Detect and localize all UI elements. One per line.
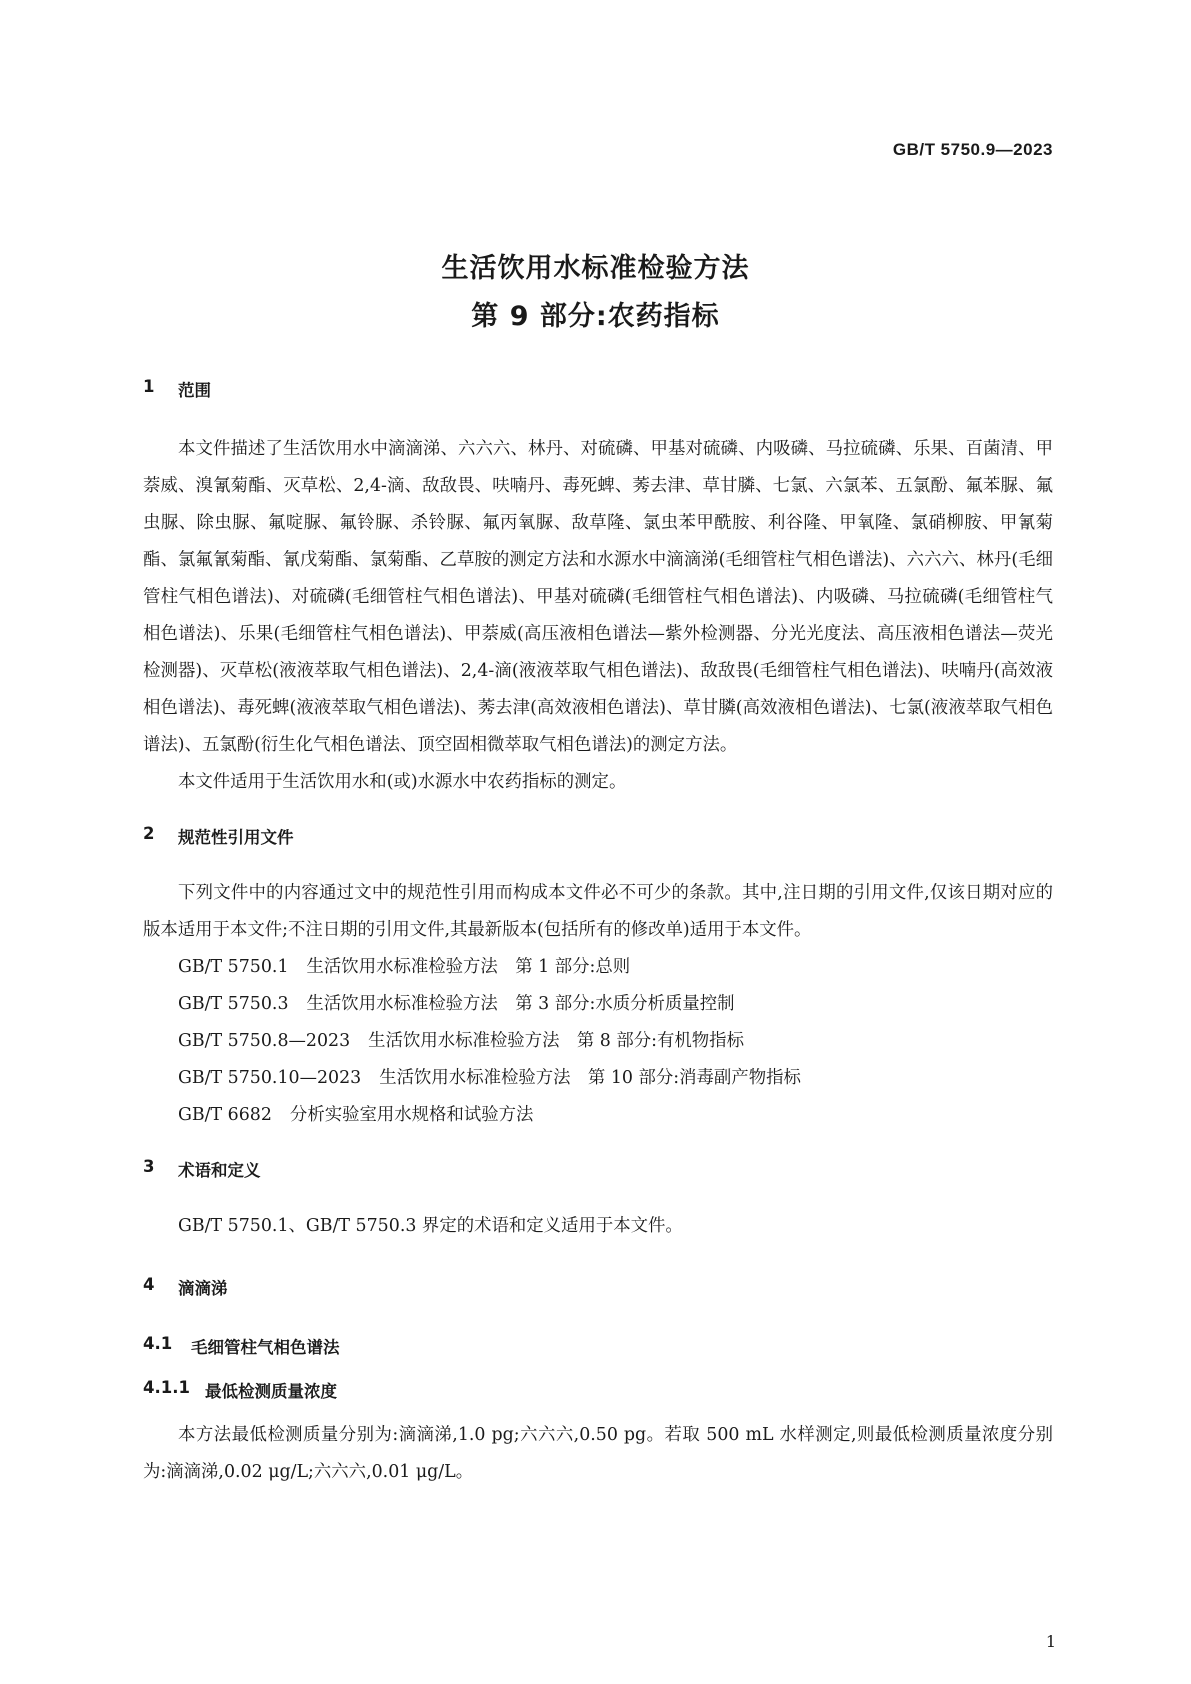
reference-title: 生活饮用水标准检验方法 第 1 部分:总则 (306, 957, 631, 977)
reference-title: 生活饮用水标准检验方法 第 10 部分:消毒副产物指标 (379, 1068, 801, 1088)
normative-references-intro: 下列文件中的内容通过文中的规范性引用而构成本文件必不可少的条款。其中,注日期的引用文件,仅该日期对应的版本适用于本文件;不注日期的引用文件,其最新版本(包括所有的修改单)适用于本文件。 (143, 883, 1053, 940)
section-2-heading (143, 824, 1053, 848)
reference-code: GB/T 6682 (178, 1105, 272, 1125)
reference-item (143, 1097, 1053, 1134)
page-number: 1 (1045, 1632, 1056, 1651)
section-title: 术语和定义 (178, 1161, 261, 1180)
title-line-1: 生活饮用水标准检验方法 (441, 253, 750, 284)
reference-code: GB/T 5750.3 (178, 994, 289, 1014)
section-title: 规范性引用文件 (178, 828, 294, 847)
reference-title: 生活饮用水标准检验方法 第 3 部分:水质分析质量控制 (306, 994, 735, 1014)
reference-item (143, 949, 1053, 986)
document-body (143, 377, 1053, 1491)
scope-applicability-paragraph: 本文件适用于生活饮用水和(或)水源水中农药指标的测定。 (178, 772, 627, 792)
standard-code: GB/T 5750.9—2023 (892, 140, 1053, 159)
detection-limit-paragraph: 本方法最低检测质量分别为:滴滴涕,1.0 pg;六六六,0.50 pg。若取 500 mL 水样测定,则最低检测质量浓度分别为:滴滴涕,0.02 μg/L;六六六,0.01 μg/L。 (143, 1425, 1053, 1482)
reference-item (143, 986, 1053, 1023)
section-number: 3 (143, 1157, 155, 1176)
reference-title: 分析实验室用水规格和试验方法 (289, 1105, 534, 1125)
scope-paragraph: 本文件描述了生活饮用水中滴滴涕、六六六、林丹、对硫磷、甲基对硫磷、内吸磷、马拉硫磷、乐果、百菌清、甲萘威、溴氰菊酯、灭草松、2,4-滴、敌敌畏、呋喃丹、毒死蜱、莠去津、草甘膦、七氯、六氯苯、五氯酚、氟苯脲、氟虫脲、除虫脲、氟啶脲、氟铃脲、杀铃脲、氟丙氧脲、敌草隆、氯虫苯甲酰胺、利谷隆、甲氧隆、氯硝柳胺、甲氰菊酯、氯氟氰菊酯、氰戊菊酯、氯菊酯、乙草胺的测定方法和水源水中滴滴涕(毛细管柱气相色谱法)、六六六、林丹(毛细管柱气相色谱法)、对硫磷(毛细管柱气相色谱法)、甲基对硫磷(毛细管柱气相色谱法)、内吸磷、马拉硫磷(毛细管柱气相色谱法)、乐果(毛细管柱气相色谱法)、甲萘威(高压液相色谱法—紫外检测器、分光光度法、高压液相色谱法—荧光检测器)、灭草松(液液萃取气相色谱法)、2,4-滴(液液萃取气相色谱法)、敌敌畏(毛细管柱气相色谱法)、呋喃丹(高效液相色谱法)、毒死蜱(液液萃取气相色谱法)、莠去津(高效液相色谱法)、草甘膦(高效液相色谱法)、七氯(液液萃取气相色谱法)、五氯酚(衍生化气相色谱法、顶空固相微萃取气相色谱法)的测定方法。 (143, 439, 1053, 755)
section-4-1-heading (143, 1334, 1053, 1358)
section-number: 4.1 (143, 1334, 173, 1353)
section-title: 滴滴涕 (178, 1279, 228, 1298)
reference-item (143, 1023, 1053, 1060)
section-4-heading (143, 1275, 1053, 1299)
reference-item (143, 1060, 1053, 1097)
section-number: 2 (143, 824, 155, 843)
title-line-2: 第 9 部分:农药指标 (471, 301, 720, 332)
section-number: 4 (143, 1275, 155, 1294)
section-title: 毛细管柱气相色谱法 (191, 1338, 340, 1357)
section-number: 4.1.1 (143, 1378, 190, 1397)
section-4-1-1-heading (143, 1378, 1053, 1402)
reference-list (143, 949, 1053, 1134)
terms-paragraph: GB/T 5750.1、GB/T 5750.3 界定的术语和定义适用于本文件。 (178, 1216, 683, 1236)
reference-code: GB/T 5750.10—2023 (178, 1068, 362, 1088)
section-number: 1 (143, 377, 155, 396)
reference-code: GB/T 5750.8—2023 (178, 1031, 351, 1051)
document-title (0, 245, 1191, 341)
section-title: 最低检测质量浓度 (205, 1382, 337, 1401)
reference-code: GB/T 5750.1 (178, 957, 289, 977)
section-title: 范围 (178, 381, 211, 400)
reference-title: 生活饮用水标准检验方法 第 8 部分:有机物指标 (368, 1031, 744, 1051)
section-3-heading (143, 1157, 1053, 1181)
section-1-heading (143, 377, 1053, 401)
